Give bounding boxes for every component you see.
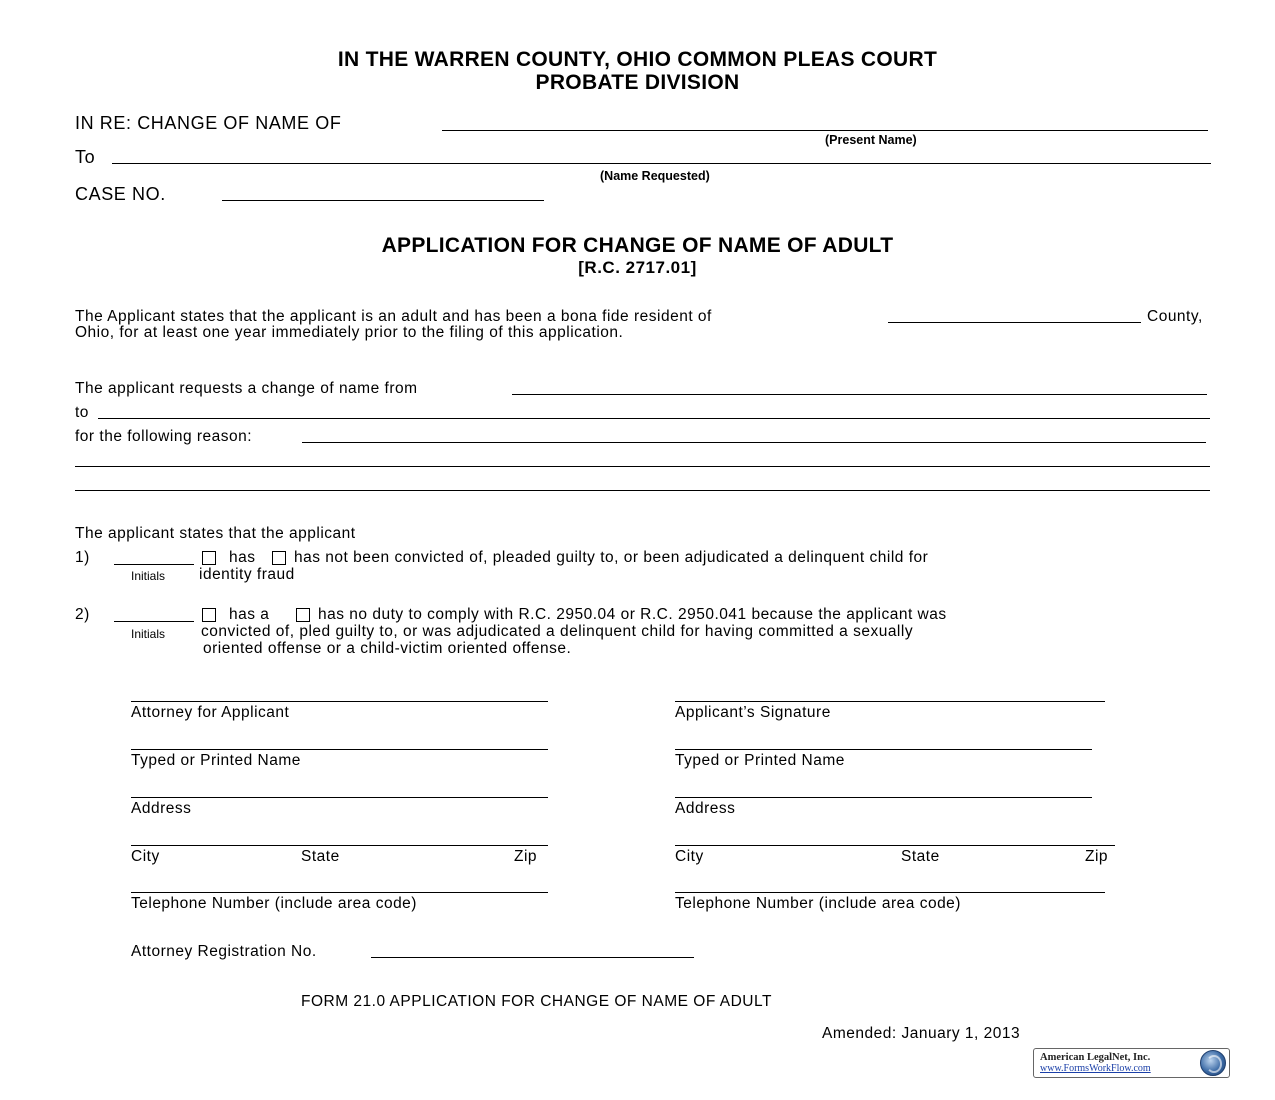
statute-reference: [R.C. 2717.01] bbox=[578, 258, 697, 277]
residency-county-word: County, bbox=[1147, 308, 1203, 325]
attorney-address-label: Address bbox=[131, 800, 192, 817]
attorney-registration-field[interactable] bbox=[371, 957, 694, 958]
applicant-name-label: Typed or Printed Name bbox=[675, 752, 845, 769]
reason-field-line1[interactable] bbox=[302, 442, 1206, 443]
reason-field-line3[interactable] bbox=[75, 490, 1210, 491]
item2-initials-field[interactable] bbox=[114, 621, 194, 622]
form-title: APPLICATION FOR CHANGE OF NAME OF ADULT bbox=[381, 234, 894, 257]
item2-text-line2: convicted of, pled guilty to, or was adjudicated a delinquent child for having committed a sexually bbox=[201, 623, 914, 640]
name-requested-hint: (Name Requested) bbox=[600, 169, 710, 183]
applicant-signature-label: Applicant’s Signature bbox=[675, 704, 831, 721]
logo-company-name: American LegalNet, Inc. bbox=[1040, 1052, 1151, 1063]
court-name: IN THE WARREN COUNTY, OHIO COMMON PLEAS COURT bbox=[337, 48, 938, 71]
case-no-field[interactable] bbox=[222, 200, 544, 201]
form-number-title: FORM 21.0 APPLICATION FOR CHANGE OF NAME OF ADULT bbox=[301, 993, 772, 1010]
applicant-address-label: Address bbox=[675, 800, 736, 817]
name-requested-field[interactable] bbox=[112, 163, 1211, 164]
applicant-zip-label: Zip bbox=[1085, 848, 1109, 865]
applicant-address-field[interactable] bbox=[675, 797, 1092, 798]
item1-has-label: has bbox=[229, 549, 256, 566]
item1-text-line1: has not been convicted of, pleaded guilty to, or been adjudicated a delinquent child for bbox=[294, 549, 929, 566]
applicant-city-state-zip-field[interactable] bbox=[675, 845, 1115, 846]
item2-initials-label: Initials bbox=[131, 627, 166, 641]
applicant-name-field[interactable] bbox=[675, 749, 1092, 750]
reason-label: for the following reason: bbox=[75, 428, 253, 445]
attorney-registration-label: Attorney Registration No. bbox=[131, 943, 317, 960]
case-no-label: CASE NO. bbox=[75, 184, 166, 204]
court-division: PROBATE DIVISION bbox=[535, 71, 740, 94]
request-from-label: The applicant requests a change of name from bbox=[75, 380, 418, 397]
item2-has-a-checkbox[interactable] bbox=[202, 608, 216, 622]
logo-website-link[interactable]: www.FormsWorkFlow.com bbox=[1040, 1063, 1151, 1074]
present-name-hint: (Present Name) bbox=[825, 133, 917, 147]
attorney-signature-label: Attorney for Applicant bbox=[131, 704, 290, 721]
to-label: To bbox=[75, 147, 96, 167]
residency-text-line2: Ohio, for at least one year immediately prior to the filing of this application. bbox=[75, 324, 624, 341]
item2-number: 2) bbox=[75, 606, 90, 623]
applicant-phone-label: Telephone Number (include area code) bbox=[675, 895, 961, 912]
applicant-city-label: City bbox=[675, 848, 704, 865]
present-name-field[interactable] bbox=[442, 130, 1208, 131]
attorney-zip-label: Zip bbox=[514, 848, 538, 865]
item1-has-checkbox[interactable] bbox=[202, 551, 216, 565]
statements-intro: The applicant states that the applicant bbox=[75, 525, 356, 542]
request-to-field[interactable] bbox=[98, 418, 1210, 419]
item2-text-line3: oriented offense or a child-victim oriented offense. bbox=[203, 640, 572, 657]
attorney-city-label: City bbox=[131, 848, 160, 865]
attorney-city-state-zip-field[interactable] bbox=[131, 845, 548, 846]
residency-text: The Applicant states that the applicant is an adult and has been a bona fide resident of bbox=[75, 308, 712, 325]
amended-date: Amended: January 1, 2013 bbox=[822, 1025, 1021, 1042]
item1-has-not-checkbox[interactable] bbox=[272, 551, 286, 565]
item2-has-no-checkbox[interactable] bbox=[296, 608, 310, 622]
item1-initials-label: Initials bbox=[131, 569, 166, 583]
item2-has-a-label: has a bbox=[229, 606, 270, 623]
attorney-signature-field[interactable] bbox=[131, 701, 548, 702]
applicant-state-label: State bbox=[901, 848, 940, 865]
attorney-name-field[interactable] bbox=[131, 749, 548, 750]
globe-icon bbox=[1200, 1050, 1226, 1076]
item1-number: 1) bbox=[75, 549, 90, 566]
americanlegalnet-logo[interactable] bbox=[1033, 1048, 1230, 1078]
request-from-field[interactable] bbox=[512, 394, 1207, 395]
request-to-label: to bbox=[75, 404, 89, 421]
attorney-name-label: Typed or Printed Name bbox=[131, 752, 301, 769]
attorney-address-field[interactable] bbox=[131, 797, 548, 798]
attorney-phone-field[interactable] bbox=[131, 892, 548, 893]
attorney-phone-label: Telephone Number (include area code) bbox=[131, 895, 417, 912]
item1-text-line2: identity fraud bbox=[199, 566, 295, 583]
item1-initials-field[interactable] bbox=[114, 564, 194, 565]
applicant-signature-field[interactable] bbox=[675, 701, 1105, 702]
county-field[interactable] bbox=[888, 322, 1141, 323]
item2-text-line1: has no duty to comply with R.C. 2950.04 or R.C. 2950.041 because the applicant was bbox=[318, 606, 947, 623]
applicant-phone-field[interactable] bbox=[675, 892, 1105, 893]
reason-field-line2[interactable] bbox=[75, 466, 1210, 467]
attorney-state-label: State bbox=[301, 848, 340, 865]
in-re-label: IN RE: CHANGE OF NAME OF bbox=[75, 113, 342, 133]
